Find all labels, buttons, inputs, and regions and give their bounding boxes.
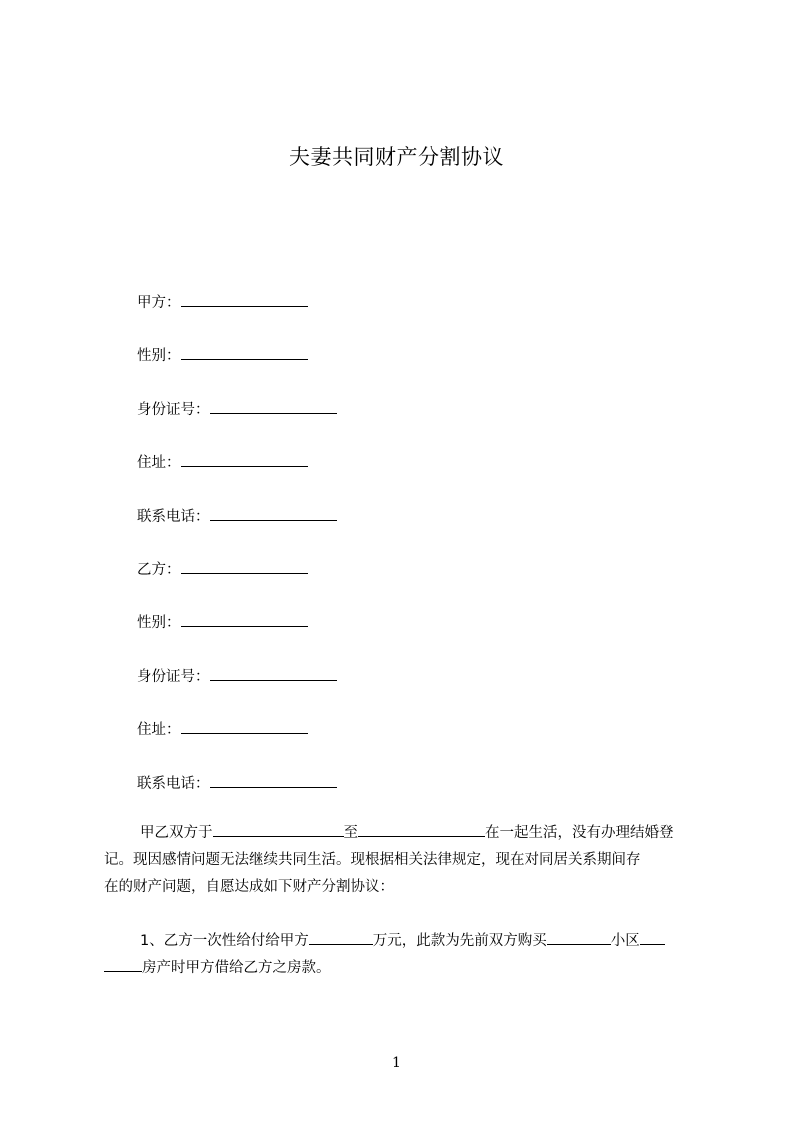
amount-blank[interactable]: [309, 929, 373, 945]
party-b-phone-blank[interactable]: [210, 772, 337, 788]
intro-text-3: 在一起生活，没有办理结婚登: [485, 825, 674, 841]
intro-line-1: [104, 820, 704, 847]
party-b-address-field: [137, 718, 308, 740]
party-a-gender-field: [137, 344, 308, 366]
intro-line-2: 记。现因感情问题无法继续共同生活。现根据相关法律规定，现在对同居关系期间存: [104, 852, 641, 868]
party-a-address-field: [137, 451, 308, 473]
intro-text-1: 甲乙双方于: [140, 825, 213, 841]
clause-1-line-2: [104, 955, 704, 982]
intro-paragraph: [104, 820, 704, 901]
party-b-id-field: [137, 665, 337, 687]
party-a-phone-blank[interactable]: [210, 505, 337, 521]
party-b-address-label: 住址：: [137, 722, 181, 738]
party-b-id-blank[interactable]: [210, 665, 337, 681]
party-a-id-field: [137, 398, 337, 420]
party-a-address-label: 住址：: [137, 455, 181, 471]
party-a-gender-label: 性别：: [137, 348, 181, 364]
document-title: 夫妻共同财产分割协议: [289, 145, 504, 169]
party-b-id-label: 身份证号：: [137, 669, 210, 685]
party-a-name-blank[interactable]: [181, 291, 308, 307]
party-b-name-blank[interactable]: [181, 558, 308, 574]
party-b-phone-label: 联系电话：: [137, 776, 210, 792]
intro-text-2: 至: [343, 825, 358, 841]
clause-1-text-4: 房产时甲方借给乙方之房款。: [142, 960, 331, 976]
intro-line-3: 在的财产问题，自愿达成如下财产分割协议：: [104, 879, 394, 895]
party-a-name-field: [137, 291, 308, 313]
party-a-phone-label: 联系电话：: [137, 509, 210, 525]
clause-1-paragraph: [104, 928, 704, 982]
party-a-id-blank[interactable]: [210, 398, 337, 414]
party-b-address-blank[interactable]: [181, 718, 308, 734]
clause-1-text-1: 1、乙方一次性给付给甲方: [140, 933, 309, 949]
property-number-blank-b[interactable]: [104, 956, 142, 972]
end-date-blank[interactable]: [358, 821, 485, 837]
party-a-name-label: 甲方：: [137, 295, 181, 311]
page-number: 1: [392, 1055, 401, 1071]
clause-1-text-3: 小区: [610, 933, 640, 949]
party-a-address-blank[interactable]: [181, 451, 308, 467]
party-a-id-label: 身份证号：: [137, 402, 210, 418]
party-b-gender-field: [137, 611, 308, 633]
property-number-blank-a[interactable]: [640, 929, 665, 945]
party-b-name-field: [137, 558, 308, 580]
party-b-name-label: 乙方：: [137, 562, 181, 578]
party-b-gender-label: 性别：: [137, 615, 181, 631]
clause-1-line-1: [104, 928, 704, 955]
clause-1-text-2: 万元，此款为先前双方购买: [372, 933, 547, 949]
party-a-gender-blank[interactable]: [181, 344, 308, 360]
start-date-blank[interactable]: [213, 821, 344, 837]
party-b-phone-field: [137, 772, 337, 794]
party-a-phone-field: [137, 505, 337, 527]
party-b-gender-blank[interactable]: [181, 611, 308, 627]
community-name-blank[interactable]: [547, 929, 611, 945]
